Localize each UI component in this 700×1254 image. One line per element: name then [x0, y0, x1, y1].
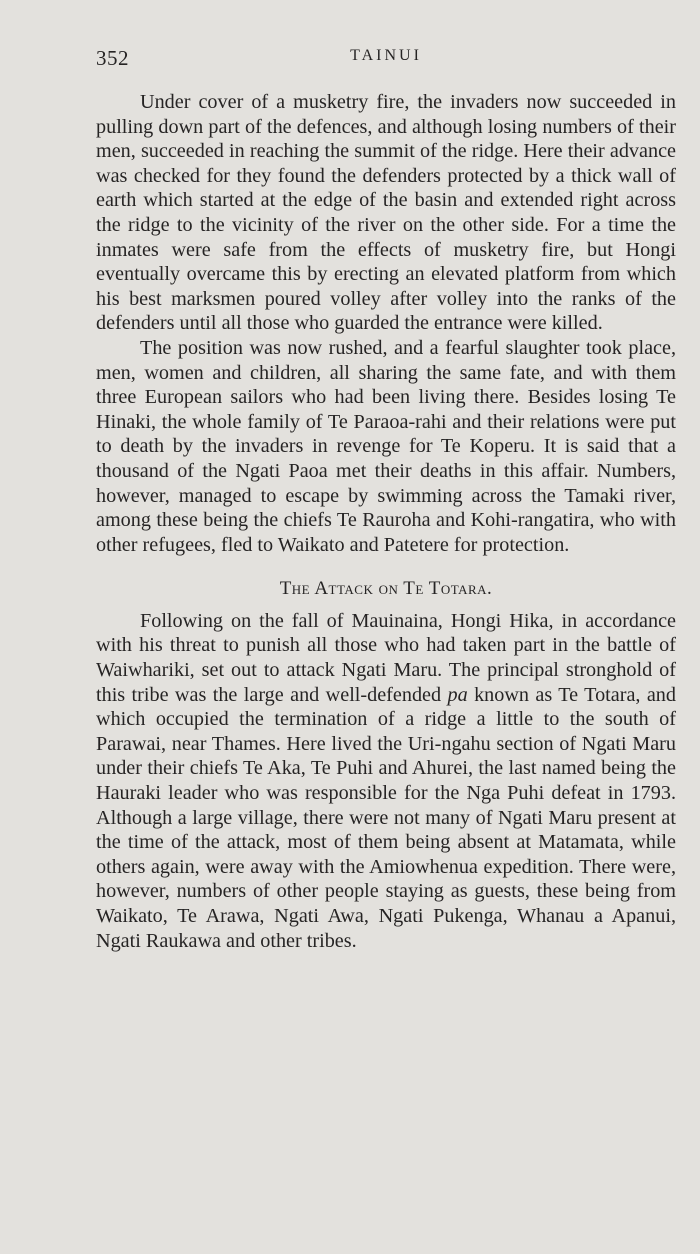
paragraph-invaders-advance: Under cover of a musketry fire, the invaders now succeeded in pulling down part of the defences, and although losing numbers of their men, succeeded in reaching the summit of the ridge. Here their advance was checked for they found the defenders protected by a thick wall of earth which started at the edge of the basin and extended right across the ridge to the vicinity of the river on the other side. For a time the inmates were safe from the effects of musketry fire, but Hongi eventually overcame this by erecting an elevated platform from which his best marksmen poured volley after volley into the ranks of the defenders until all those who guarded the entrance were killed. [96, 91, 676, 335]
paragraph-attack-on-te-totara [96, 609, 676, 953]
page-number: 352 [96, 46, 129, 70]
paragraph-text-part: Following on the fall of Mauinaina, Hongi Hika, in accordance with his threat to punish all those who had taken part in the battle of Waiwhariki, set out to attack Ngati Maru. The principal stronghold of this tribe was the large and well-defended [96, 609, 676, 706]
section-heading: The Attack on Te Totara. [279, 578, 493, 600]
running-title: TAINUI [350, 47, 422, 64]
paragraph-slaughter: The position was now rushed, and a fearful slaughter took place, men, women and children, all sharing the same fate, and with them three European sailors who had been living there. Besides losing Te Hinaki, the whole family of Te Paraoa-rahi and their relations were put to death by the invaders in revenge for Te Koperu. It is said that a thousand of the Ngati Paoa met their deaths in this affair. Numbers, however, managed to escape by swimming across the Tamaki river, among these being the chiefs Te Rauroha and Kohi-rangatira, who with other refugees, fled to Waikato and Patetere for protection. [96, 336, 676, 556]
page-header [96, 46, 676, 72]
paragraph-text-part: known as Te Totara, and which occupied the termination of a ridge a little to the south of Parawai, near Thames. Here lived the Uri-ngahu section of Ngati Maru under their chiefs Te Aka, Te Puhi and Ahurei, the last named being the Hauraki leader who was responsible for the Nga Puhi defeat in 1793. Although a large village, there were not many of Ngati Maru present at the time of the attack, most of them being absent at Matamata, while others again, were away with the Amiowhenua expedition. There were, however, numbers of other people staying as guests, these being from Waikato, Te Arawa, Ngati Awa, Ngati Pukenga, Whanau a Apanui, Ngati Raukawa and other tribes. [96, 683, 676, 952]
italic-term-pa: pa [447, 683, 468, 706]
body-text [96, 90, 676, 953]
